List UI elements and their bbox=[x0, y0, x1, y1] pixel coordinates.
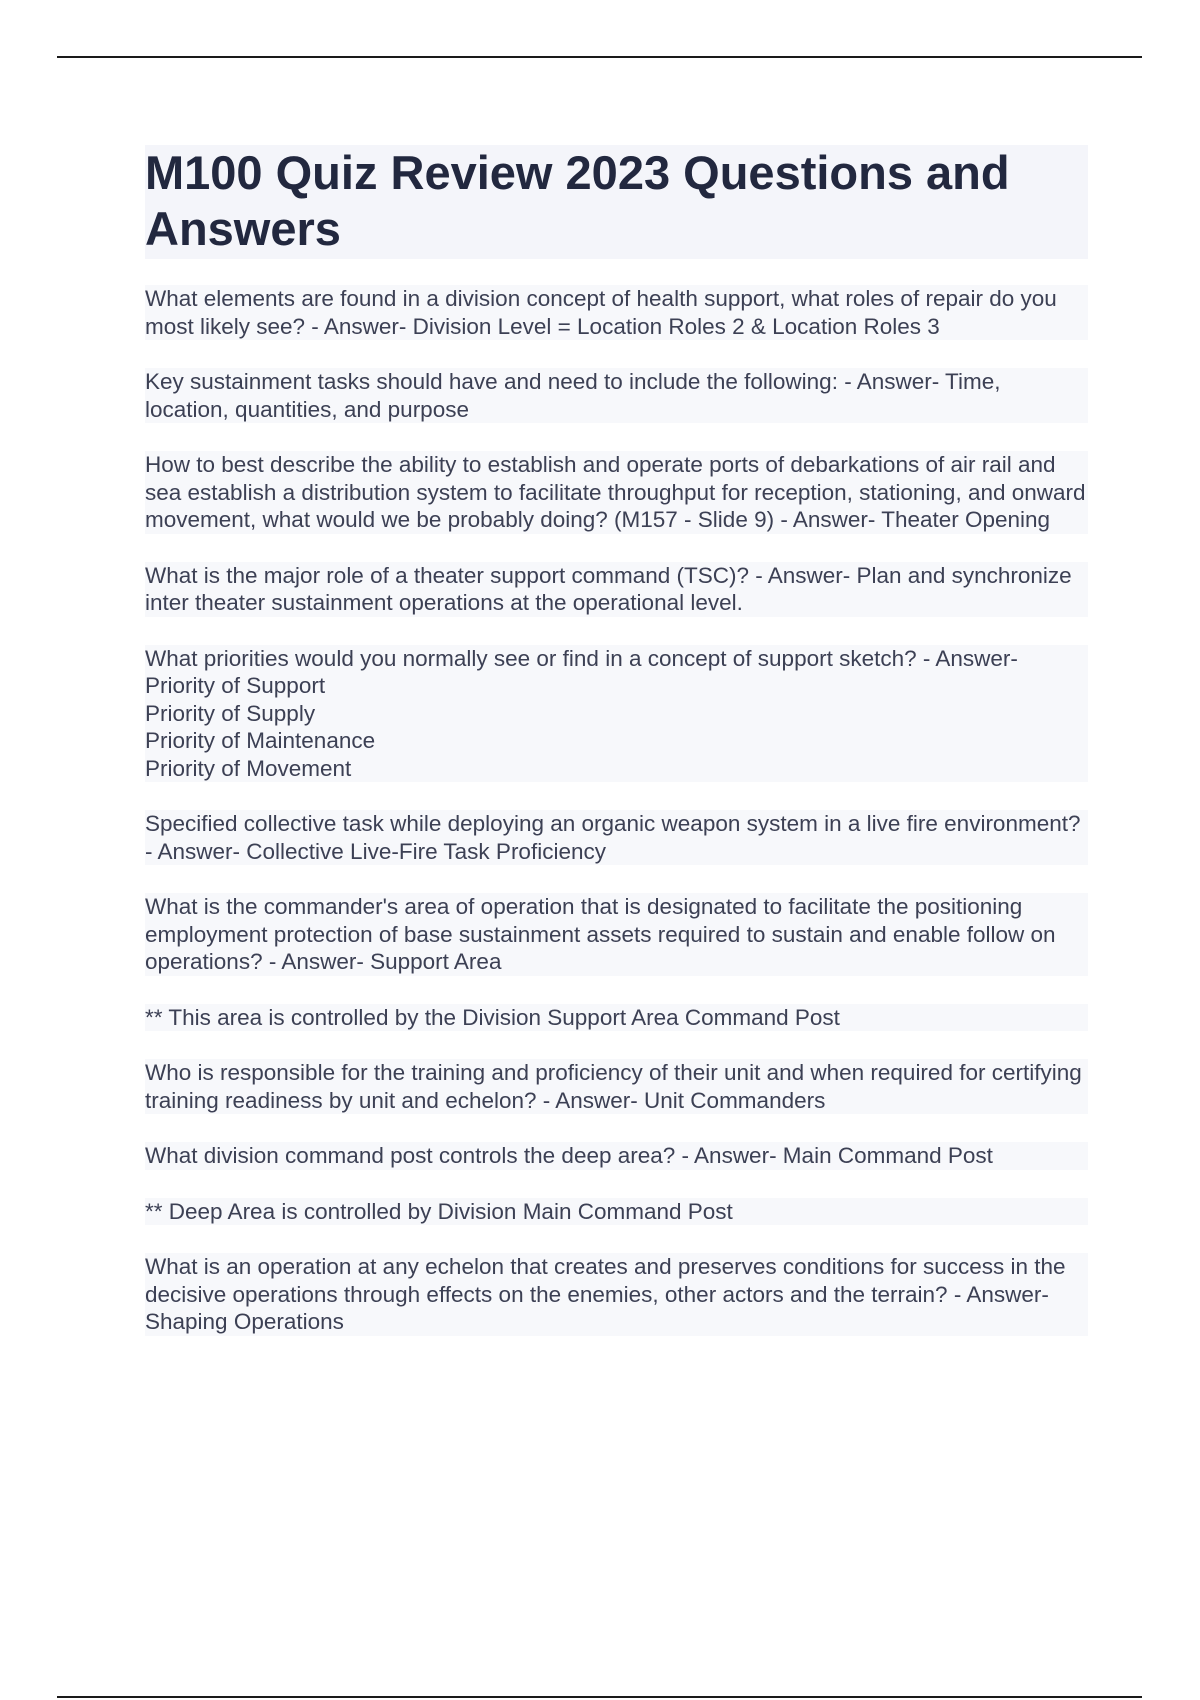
qa-item: Specified collective task while deploying an organic weapon system in a live fire environment? - Answer- Collective Live-Fire Task Proficiency bbox=[145, 810, 1088, 865]
qa-item: What division command post controls the deep area? - Answer- Main Command Post bbox=[145, 1142, 1088, 1170]
top-rule bbox=[57, 56, 1142, 58]
qa-item: Who is responsible for the training and proficiency of their unit and when required for certifying training readiness by unit and echelon? - Answer- Unit Commanders bbox=[145, 1059, 1088, 1114]
document-body bbox=[145, 145, 1088, 1364]
note-item: ** Deep Area is controlled by Division Main Command Post bbox=[145, 1198, 1088, 1226]
note-item: ** This area is controlled by the Division Support Area Command Post bbox=[145, 1004, 1088, 1032]
bottom-rule bbox=[57, 1696, 1142, 1698]
qa-item: How to best describe the ability to establish and operate ports of debarkations of air rail and sea establish a distribution system to facilitate throughput for reception, stationing, and onward movement, what would we be probably doing? (M157 - Slide 9) - Answer- Theater Opening bbox=[145, 451, 1088, 534]
qa-item: What is the major role of a theater support command (TSC)? - Answer- Plan and synchronize inter theater sustainment operations at the operational level. bbox=[145, 562, 1088, 617]
document-title: M100 Quiz Review 2023 Questions and Answers bbox=[145, 145, 1088, 259]
qa-item: What priorities would you normally see or find in a concept of support sketch? - Answer- Priority of Support Priority of Supply Priority of Maintenance Priority of Movement bbox=[145, 645, 1088, 783]
qa-item: Key sustainment tasks should have and need to include the following: - Answer- Time, location, quantities, and purpose bbox=[145, 368, 1088, 423]
qa-item: What is an operation at any echelon that creates and preserves conditions for success in the decisive operations through effects on the enemies, other actors and the terrain? - Answer- Shaping Operations bbox=[145, 1253, 1088, 1336]
qa-item: What elements are found in a division concept of health support, what roles of repair do you most likely see? - Answer- Division Level = Location Roles 2 & Location Roles 3 bbox=[145, 285, 1088, 340]
qa-item: What is the commander's area of operation that is designated to facilitate the positioning employment protection of base sustainment assets required to sustain and enable follow on operations? - Answer- Support Area bbox=[145, 893, 1088, 976]
